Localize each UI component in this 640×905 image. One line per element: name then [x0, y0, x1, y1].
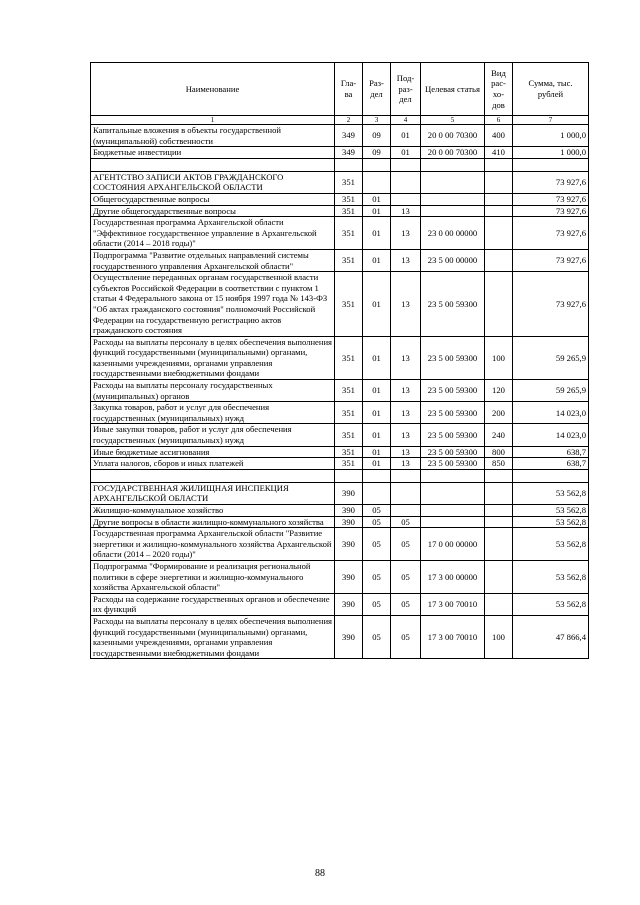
header-podrazdel: Под-раз-дел: [391, 63, 421, 116]
table-row: [91, 125, 589, 147]
cell-razdel: 01: [363, 446, 391, 458]
cell-article: 23 5 00 59300: [421, 458, 485, 470]
spacer-cell: [335, 469, 363, 482]
table-row: [91, 217, 589, 250]
cell-razdel: 01: [363, 272, 391, 337]
cell-article: 17 3 00 70010: [421, 615, 485, 658]
cell-glava: 390: [335, 528, 363, 561]
cell-name: Закупка товаров, работ и услуг для обеспечения государственных (муниципальных) нужд: [91, 402, 335, 424]
cell-article: 23 5 00 59300: [421, 424, 485, 446]
cell-razdel: 09: [363, 125, 391, 147]
cell-razdel: 01: [363, 217, 391, 250]
spacer-cell: [485, 158, 513, 171]
cell-glava: 351: [335, 249, 363, 271]
cell-razdel: 01: [363, 336, 391, 379]
table-row: [91, 446, 589, 458]
cell-podrazdel: 13: [391, 402, 421, 424]
cell-podrazdel: 13: [391, 424, 421, 446]
cell-vid: [485, 217, 513, 250]
cell-sum: 1 000,0: [513, 125, 589, 147]
cell-sum: 1 000,0: [513, 147, 589, 159]
cell-sum: 59 265,9: [513, 380, 589, 402]
cell-glava: 349: [335, 125, 363, 147]
cell-name: Расходы на выплаты персоналу в целях обеспечения выполнения функций государственными (муниципальными) органами, казенными учреждениями, органами управления государственными внебюджетными фондами: [91, 615, 335, 658]
cell-glava: 390: [335, 516, 363, 528]
spacer-cell: [513, 469, 589, 482]
cell-glava: 351: [335, 446, 363, 458]
cell-name: Уплата налогов, сборов и иных платежей: [91, 458, 335, 470]
table-row: [91, 505, 589, 517]
cell-sum: 53 562,8: [513, 593, 589, 615]
cell-podrazdel: 13: [391, 217, 421, 250]
cell-sum: 73 927,6: [513, 205, 589, 217]
cell-vid: 410: [485, 147, 513, 159]
spacer-cell: [391, 158, 421, 171]
cell-vid: 200: [485, 402, 513, 424]
cell-razdel: 09: [363, 147, 391, 159]
cell-vid: 100: [485, 336, 513, 379]
cell-sum: 53 562,8: [513, 560, 589, 593]
cell-glava: 351: [335, 380, 363, 402]
cell-razdel: [363, 171, 391, 193]
spacer-cell: [513, 158, 589, 171]
cell-name: Капитальные вложения в объекты государственной (муниципальной) собственности: [91, 125, 335, 147]
table-row: [91, 615, 589, 658]
spacer-cell: [421, 158, 485, 171]
budget-table: [90, 62, 589, 659]
cell-article: [421, 193, 485, 205]
cell-vid: [485, 171, 513, 193]
cell-article: 20 0 00 70300: [421, 147, 485, 159]
table-row: [91, 147, 589, 159]
spacer-cell: [335, 158, 363, 171]
cell-glava: 351: [335, 336, 363, 379]
header-sum: Сумма, тыс. рублей: [513, 63, 589, 116]
cell-vid: [485, 482, 513, 504]
cell-name: Иные бюджетные ассигнования: [91, 446, 335, 458]
cell-podrazdel: 05: [391, 615, 421, 658]
header-razdel: Раз-дел: [363, 63, 391, 116]
cell-article: [421, 205, 485, 217]
cell-podrazdel: 13: [391, 249, 421, 271]
table-row: [91, 458, 589, 470]
cell-glava: 390: [335, 560, 363, 593]
cell-vid: [485, 272, 513, 337]
table-row: [91, 528, 589, 561]
cell-sum: 47 866,4: [513, 615, 589, 658]
table-row: [91, 193, 589, 205]
cell-razdel: 05: [363, 516, 391, 528]
cell-vid: 850: [485, 458, 513, 470]
cell-razdel: 01: [363, 380, 391, 402]
cell-name: Расходы на содержание государственных органов и обеспечение их функций: [91, 593, 335, 615]
agency-row: [91, 171, 589, 193]
cell-sum: 73 927,6: [513, 193, 589, 205]
cell-razdel: 01: [363, 402, 391, 424]
cell-podrazdel: 01: [391, 125, 421, 147]
cell-sum: 73 927,6: [513, 171, 589, 193]
cell-vid: [485, 193, 513, 205]
cell-name: Иные закупки товаров, работ и услуг для обеспечения государственных (муниципальных) нужд: [91, 424, 335, 446]
cell-glava: 349: [335, 147, 363, 159]
cell-podrazdel: 13: [391, 272, 421, 337]
cell-razdel: 01: [363, 193, 391, 205]
cell-podrazdel: 05: [391, 560, 421, 593]
cell-name: Государственная программа Архангельской области "Развитие энергетики и жилищно-коммунального хозяйства Архангельской области (2014 – 2020 годы)": [91, 528, 335, 561]
cell-sum: 73 927,6: [513, 272, 589, 337]
cell-sum: 14 023,0: [513, 402, 589, 424]
cell-article: 23 5 00 00000: [421, 249, 485, 271]
table-body: [91, 125, 589, 659]
cell-sum: 53 562,8: [513, 516, 589, 528]
column-number: 5: [421, 116, 485, 125]
cell-razdel: 05: [363, 593, 391, 615]
cell-razdel: 05: [363, 528, 391, 561]
cell-sum: 638,7: [513, 446, 589, 458]
column-number-row: [91, 116, 589, 125]
table-row: [91, 424, 589, 446]
cell-vid: [485, 528, 513, 561]
cell-name: Другие общегосударственные вопросы: [91, 205, 335, 217]
cell-name: Жилищно-коммунальное хозяйство: [91, 505, 335, 517]
cell-glava: 351: [335, 193, 363, 205]
cell-name: Государственная программа Архангельской области "Эффективное государственное управление в Архангельской области (2014 – 2018 годы)": [91, 217, 335, 250]
table-row: [91, 380, 589, 402]
cell-article: 23 5 00 59300: [421, 272, 485, 337]
spacer-cell: [391, 469, 421, 482]
spacer-cell: [363, 469, 391, 482]
cell-vid: 800: [485, 446, 513, 458]
cell-vid: [485, 249, 513, 271]
cell-podrazdel: 01: [391, 147, 421, 159]
spacer-cell: [91, 158, 335, 171]
cell-article: 23 0 00 00000: [421, 217, 485, 250]
cell-podrazdel: 13: [391, 336, 421, 379]
table-row: [91, 560, 589, 593]
column-number: 4: [391, 116, 421, 125]
cell-vid: 120: [485, 380, 513, 402]
cell-glava: 390: [335, 593, 363, 615]
cell-podrazdel: [391, 505, 421, 517]
cell-vid: [485, 505, 513, 517]
cell-name: ГОСУДАРСТВЕННАЯ ЖИЛИЩНАЯ ИНСПЕКЦИЯ АРХАНГЕЛЬСКОЙ ОБЛАСТИ: [91, 482, 335, 504]
cell-sum: 59 265,9: [513, 336, 589, 379]
table-row: [91, 249, 589, 271]
table-row: [91, 205, 589, 217]
cell-razdel: [363, 482, 391, 504]
page-number: 88: [315, 868, 325, 879]
cell-sum: 73 927,6: [513, 249, 589, 271]
cell-vid: 100: [485, 615, 513, 658]
cell-razdel: 05: [363, 560, 391, 593]
cell-article: 17 3 00 00000: [421, 560, 485, 593]
cell-glava: 351: [335, 217, 363, 250]
cell-article: 23 5 00 59300: [421, 402, 485, 424]
cell-sum: 14 023,0: [513, 424, 589, 446]
cell-name: Осуществление переданных органам государственной власти субъектов Российской Федерации в соответствии с пунктом 1 статьи 4 Федерального закона от 15 ноября 1997 года № 143-ФЗ "Об актах гражданского состояния" полномочий Российской Федерации на государственную регистрацию актов гражданского состояния: [91, 272, 335, 337]
cell-name: Подпрограмма "Развитие отдельных направлений системы государственного управления Архангельской области": [91, 249, 335, 271]
cell-vid: [485, 516, 513, 528]
cell-sum: 73 927,6: [513, 217, 589, 250]
table-row: [91, 402, 589, 424]
cell-razdel: 01: [363, 249, 391, 271]
spacer-cell: [485, 469, 513, 482]
cell-glava: 390: [335, 615, 363, 658]
cell-podrazdel: 05: [391, 516, 421, 528]
cell-article: 23 5 00 59300: [421, 446, 485, 458]
cell-article: 20 0 00 70300: [421, 125, 485, 147]
cell-sum: 638,7: [513, 458, 589, 470]
cell-podrazdel: 13: [391, 446, 421, 458]
cell-podrazdel: 13: [391, 458, 421, 470]
cell-name: Расходы на выплаты персоналу в целях обеспечения выполнения функций государственными (муниципальными) органами, казенными учреждениями, органами управления государственными внебюджетными фондами: [91, 336, 335, 379]
table-row: [91, 272, 589, 337]
spacer-row: [91, 469, 589, 482]
cell-glava: 351: [335, 171, 363, 193]
cell-name: Бюджетные инвестиции: [91, 147, 335, 159]
cell-glava: 390: [335, 505, 363, 517]
cell-vid: 400: [485, 125, 513, 147]
cell-name: Другие вопросы в области жилищно-коммунального хозяйства: [91, 516, 335, 528]
cell-name: Подпрограмма "Формирование и реализация региональной политики в сфере энергетики и жилищно-коммунального хозяйства Архангельской области": [91, 560, 335, 593]
spacer-cell: [363, 158, 391, 171]
cell-article: 17 3 00 70010: [421, 593, 485, 615]
column-number: 1: [91, 116, 335, 125]
cell-name: АГЕНТСТВО ЗАПИСИ АКТОВ ГРАЖДАНСКОГО СОСТОЯНИЯ АРХАНГЕЛЬСКОЙ ОБЛАСТИ: [91, 171, 335, 193]
cell-vid: [485, 560, 513, 593]
table-row: [91, 336, 589, 379]
cell-article: [421, 482, 485, 504]
header-name: Наименование: [91, 63, 335, 116]
cell-razdel: 05: [363, 615, 391, 658]
cell-razdel: 05: [363, 505, 391, 517]
cell-glava: 351: [335, 402, 363, 424]
cell-glava: 351: [335, 272, 363, 337]
cell-glava: 351: [335, 424, 363, 446]
cell-podrazdel: [391, 171, 421, 193]
header-article: Целевая статья: [421, 63, 485, 116]
header-vid: Вид рас-хо-дов: [485, 63, 513, 116]
cell-name: Расходы на выплаты персоналу государственных (муниципальных) органов: [91, 380, 335, 402]
column-number: 3: [363, 116, 391, 125]
header-row: [91, 63, 589, 116]
spacer-cell: [91, 469, 335, 482]
cell-podrazdel: 13: [391, 380, 421, 402]
spacer-row: [91, 158, 589, 171]
cell-podrazdel: [391, 193, 421, 205]
cell-razdel: 01: [363, 458, 391, 470]
cell-article: [421, 505, 485, 517]
spacer-cell: [421, 469, 485, 482]
cell-vid: [485, 205, 513, 217]
cell-podrazdel: 05: [391, 528, 421, 561]
cell-article: [421, 171, 485, 193]
cell-sum: 53 562,8: [513, 482, 589, 504]
cell-podrazdel: 13: [391, 205, 421, 217]
table-row: [91, 516, 589, 528]
header-glava: Гла-ва: [335, 63, 363, 116]
table-row: [91, 593, 589, 615]
column-number: 7: [513, 116, 589, 125]
cell-article: 17 0 00 00000: [421, 528, 485, 561]
cell-razdel: 01: [363, 424, 391, 446]
cell-podrazdel: 05: [391, 593, 421, 615]
cell-vid: 240: [485, 424, 513, 446]
agency-row: [91, 482, 589, 504]
cell-name: Общегосударственные вопросы: [91, 193, 335, 205]
cell-article: 23 5 00 59300: [421, 380, 485, 402]
cell-glava: 351: [335, 458, 363, 470]
column-number: 2: [335, 116, 363, 125]
cell-glava: 351: [335, 205, 363, 217]
cell-sum: 53 562,8: [513, 528, 589, 561]
cell-podrazdel: [391, 482, 421, 504]
cell-article: 23 5 00 59300: [421, 336, 485, 379]
cell-vid: [485, 593, 513, 615]
cell-razdel: 01: [363, 205, 391, 217]
cell-sum: 53 562,8: [513, 505, 589, 517]
cell-article: [421, 516, 485, 528]
cell-glava: 390: [335, 482, 363, 504]
column-number: 6: [485, 116, 513, 125]
